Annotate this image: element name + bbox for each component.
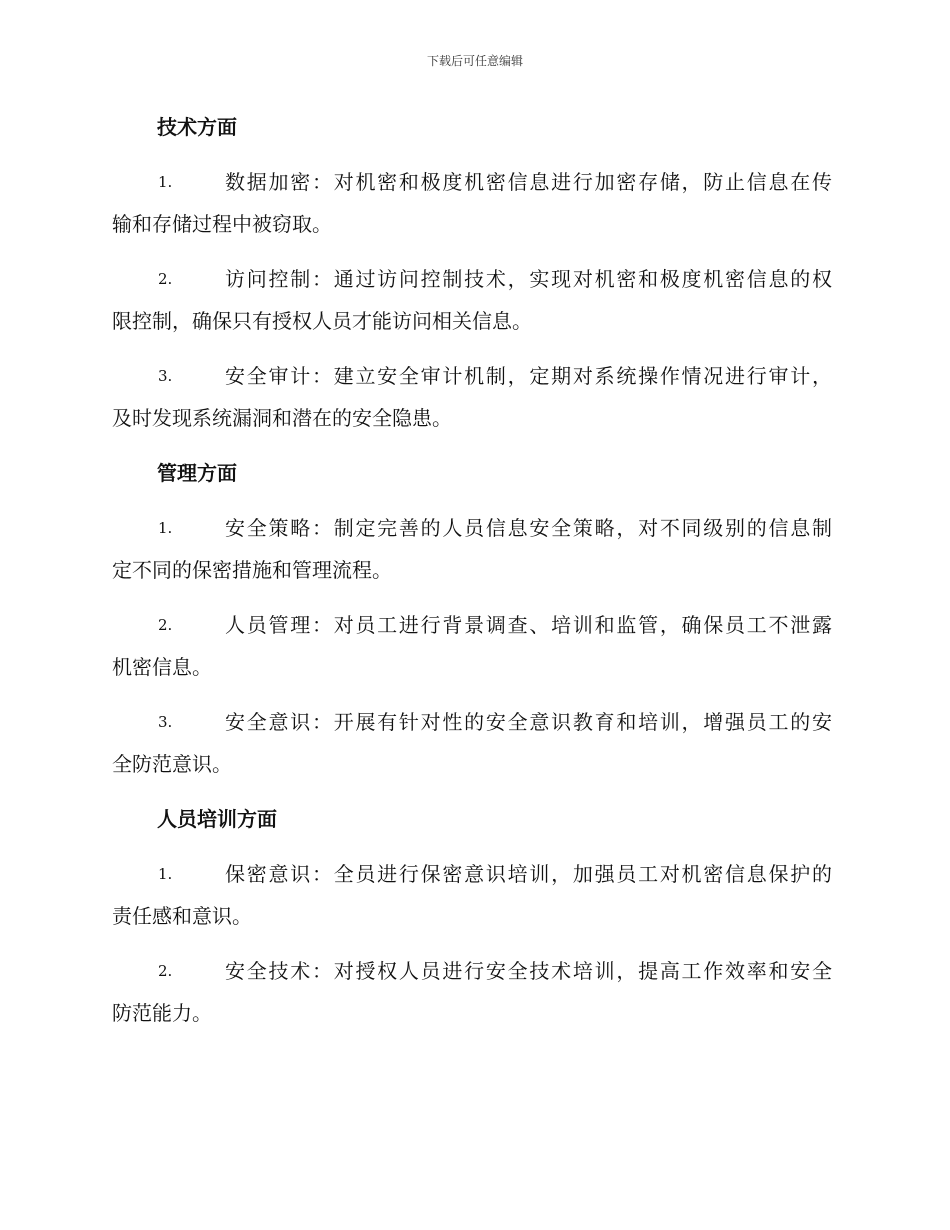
list-item: [112, 355, 832, 439]
item-text-line2: 限控制，确保只有授权人员才能访问相关信息。: [112, 309, 532, 333]
item-text-line1: 人员管理：对员工进行背景调查、培训和监管，确保员工不泄露: [225, 613, 832, 637]
item-number: 2.: [158, 962, 173, 980]
item-text-line1: 保密意识：全员进行保密意识培训，加强员工对机密信息保护的: [225, 862, 832, 886]
item-number: 2.: [158, 270, 173, 288]
item-number: 3.: [158, 713, 173, 731]
section-heading-management: 管理方面: [157, 461, 237, 485]
item-text-line2: 及时发现系统漏洞和潜在的安全隐患。: [112, 406, 452, 430]
section-heading-training: 人员培训方面: [157, 807, 277, 831]
list-item: [112, 507, 832, 591]
item-text-line2: 定不同的保密措施和管理流程。: [112, 558, 392, 582]
list-item: [112, 604, 832, 688]
item-text-line1: 安全意识：开展有针对性的安全意识教育和培训，增强员工的安: [225, 710, 832, 734]
item-number: 3.: [158, 367, 173, 385]
list-item: [112, 701, 832, 785]
item-number: 2.: [158, 616, 173, 634]
item-text-line2: 机密信息。: [112, 655, 212, 679]
page-header: 下载后可任意编辑: [426, 54, 523, 68]
item-text-line2: 责任感和意识。: [112, 904, 252, 928]
item-text-line1: 安全策略：制定完善的人员信息安全策略，对不同级别的信息制: [225, 516, 832, 540]
list-item: [112, 950, 832, 1034]
item-number: 1.: [158, 173, 173, 191]
list-item: [112, 258, 832, 342]
item-text-line1: 数据加密：对机密和极度机密信息进行加密存储，防止信息在传: [225, 170, 832, 194]
item-text-line2: 输和存储过程中被窃取。: [112, 212, 332, 236]
list-item: [112, 161, 832, 245]
list-item: [112, 853, 832, 937]
item-text-line1: 安全审计：建立安全审计机制，定期对系统操作情况进行审计，: [225, 364, 832, 388]
item-text-line1: 安全技术：对授权人员进行安全技术培训，提高工作效率和安全: [225, 959, 832, 983]
item-number: 1.: [158, 865, 173, 883]
item-number: 1.: [158, 519, 173, 537]
item-text-line2: 防范能力。: [112, 1001, 212, 1025]
item-text-line2: 全防范意识。: [112, 752, 232, 776]
item-text-line1: 访问控制：通过访问控制技术，实现对机密和极度机密信息的权: [225, 267, 832, 291]
section-heading-technical: 技术方面: [157, 115, 237, 139]
